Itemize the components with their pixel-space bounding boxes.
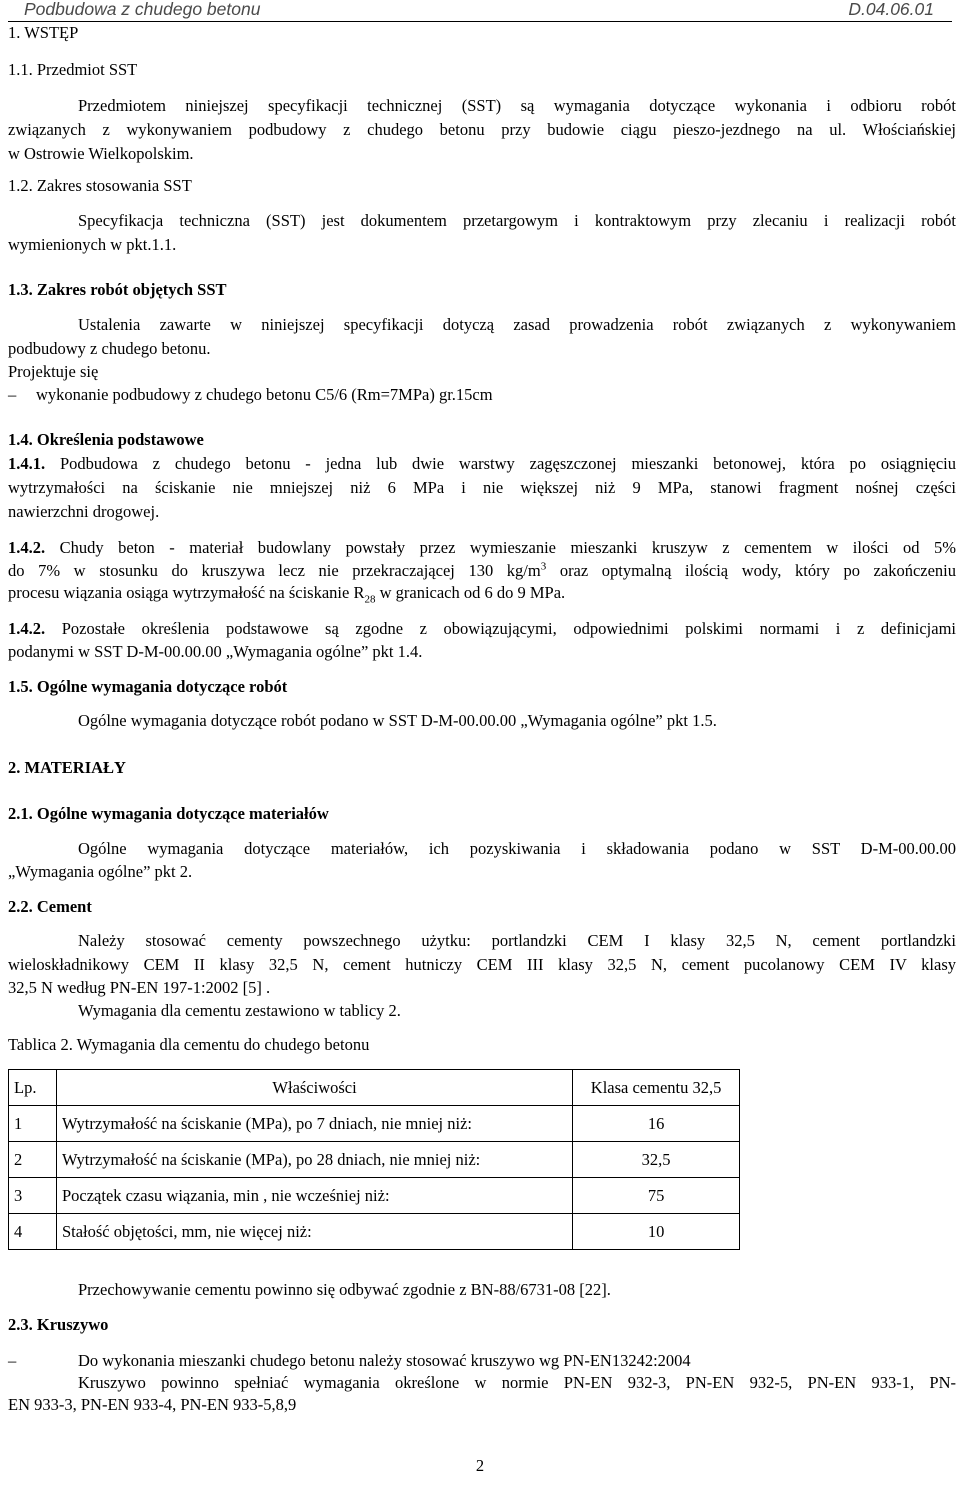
heading-1-3: 1.3. Zakres robót objętych SST (8, 280, 227, 299)
paragraph-2-2-line2: wieloskładnikowy CEM II klasy 32,5 N, cement hutniczy CEM III klasy 32,5 N, cement pucolanowy CEM IV klasy (8, 955, 956, 974)
paragraph-1-2-line1: Specyfikacja techniczna (SST) jest dokumentem przetargowym i kontraktowym przy zlecaniu i realizacji robót (78, 211, 956, 230)
section-heading-2: 2. MATERIAŁY (8, 758, 126, 777)
heading-1-5: 1.5. Ogólne wymagania dotyczące robót (8, 677, 288, 696)
definition-text: Chudy beton - materiał budowlany powstały przez wymieszanie mieszanki kruszyw z cementem w ilości od 5% (59, 538, 957, 557)
table-header-cell: Lp. (9, 1070, 57, 1106)
paragraph-1-1-line3: w Ostrowie Wielkopolskim. (8, 144, 194, 163)
header-title: Podbudowa z chudego betonu (24, 0, 261, 19)
heading-2-2: 2.2. Cement (8, 897, 92, 916)
page-number: 2 (475, 1456, 485, 1475)
heading-2-1: 2.1. Ogólne wymagania dotyczące materiałów (8, 804, 329, 823)
subscript: 28 (364, 593, 376, 606)
definition-number: 1.4.2. (8, 538, 46, 557)
definition-1-4-2-line2 (8, 561, 956, 581)
dash-icon: – (8, 1351, 17, 1370)
definition-1-4-1-line3: nawierzchni drogowej. (8, 502, 160, 521)
paragraph-1-3-line2: podbudowy z chudego betonu. (8, 339, 211, 358)
table-row (9, 1106, 740, 1142)
paragraph-1-3-line1: Ustalenia zawarte w niniejszej specyfikacji dotyczą zasad prowadzenia robót związanych z wykonywaniem (78, 315, 956, 334)
table-cell: 3 (9, 1178, 57, 1214)
table-cell: Stałość objętości, mm, nie więcej niż: (56, 1214, 572, 1250)
text-part: w granicach od 6 do 9 MPa. (375, 583, 566, 602)
paragraph-1-3-line3: Projektuje się (8, 362, 99, 381)
page-header (8, 0, 952, 22)
paragraph-2-2-line3: 32,5 N według PN-EN 197-1:2002 [5] . (8, 978, 271, 997)
table-header-cell: Klasa cementu 32,5 (573, 1070, 740, 1106)
table-header-cell: Właściwości (56, 1070, 572, 1106)
bullet-text: wykonanie podbudowy z chudego betonu C5/6 (Rm=7MPa) gr.15cm (36, 385, 493, 404)
table-cell: 2 (9, 1142, 57, 1178)
table-cell: 32,5 (573, 1142, 740, 1178)
definition-1-4-3-line2: podanymi w SST D-M-00.00.00 „Wymagania ogólne” pkt 1.4. (8, 642, 423, 661)
storage-note: Przechowywanie cementu powinno się odbywać zgodnie z BN-88/6731-08 [22]. (78, 1280, 611, 1299)
table-row (9, 1142, 740, 1178)
paragraph-2-3-line2: EN 933-3, PN-EN 933-4, PN-EN 933-5,8,9 (8, 1395, 297, 1414)
heading-1-1: 1.1. Przedmiot SST (8, 60, 138, 79)
paragraph-1-5: Ogólne wymagania dotyczące robót podano w SST D-M-00.00.00 „Wymagania ogólne” pkt 1.5. (78, 711, 717, 730)
bullet-item (8, 385, 16, 405)
heading-1-2: 1.2. Zakres stosowania SST (8, 176, 192, 195)
superscript: 3 (540, 560, 547, 573)
text-part: do 7% w stosunku do kruszywa lecz nie przekraczającej 130 kg/m (8, 561, 541, 580)
definition-1-4-2-line3 (8, 583, 566, 606)
paragraph-1-1-line1: Przedmiotem niniejszej specyfikacji technicznej (SST) są wymagania dotyczące wykonania i odbioru robót (78, 96, 956, 115)
table-caption: Tablica 2. Wymagania dla cementu do chudego betonu (8, 1035, 370, 1054)
definition-number: 1.4.1. (8, 454, 46, 473)
table-cell: 1 (9, 1106, 57, 1142)
text-part: procesu wiązania osiąga wytrzymałość na ściskanie R (8, 583, 365, 602)
definition-1-4-1-line2: wytrzymałości na ściskanie nie mniejszej niż 6 MPa i nie większej niż 9 MPa, stanowi fragment nośnej części (8, 478, 956, 497)
paragraph-1-1-line2: związanych z wykonywaniem podbudowy z chudego betonu przy budowie ciągu pieszo-jezdnego na ul. Włościańskiej (8, 120, 956, 139)
table-header-row (9, 1070, 740, 1106)
bullet-item (8, 1351, 16, 1371)
paragraph-2-1-line2: „Wymagania ogólne” pkt 2. (8, 862, 193, 881)
cement-requirements-table (8, 1069, 740, 1250)
table-cell: 75 (573, 1178, 740, 1214)
definition-1-4-1-line1 (8, 454, 956, 474)
paragraph-2-3-line1: Kruszywo powinno spełniać wymagania określone w normie PN-EN 932-3, PN-EN 932-5, PN-EN 933-1, PN- (78, 1373, 956, 1392)
heading-1-4: 1.4. Określenia podstawowe (8, 430, 204, 449)
paragraph-2-2-line1: Należy stosować cementy powszechnego użytku: portlandzki CEM I klasy 32,5 N, cement portlandzki (78, 931, 956, 950)
definition-1-4-2-line1 (8, 538, 956, 558)
definition-text: Pozostałe określenia podstawowe są zgodne z obowiązującymi, odpowiednimi polskimi normami i z definicjami (61, 619, 956, 638)
dash-icon: – (8, 385, 17, 404)
header-code: D.04.06.01 (848, 0, 934, 19)
definition-1-4-3-line1 (8, 619, 956, 639)
table-cell: Wytrzymałość na ściskanie (MPa), po 7 dniach, nie mniej niż: (56, 1106, 572, 1142)
text-part: oraz optymalną ilością wody, który po zakończeniu (546, 561, 956, 580)
definition-text: Podbudowa z chudego betonu - jedna lub dwie warstwy zagęszczonej mieszanki betonowej, która po osiągnięciu (59, 454, 957, 473)
paragraph-2-2-line4: Wymagania dla cementu zestawiono w tablicy 2. (78, 1001, 401, 1020)
table-cell: 16 (573, 1106, 740, 1142)
section-heading-1: 1. WSTĘP (8, 23, 79, 42)
bullet-text: Do wykonania mieszanki chudego betonu należy stosować kruszywo wg PN-EN13242:2004 (78, 1351, 691, 1370)
heading-2-3: 2.3. Kruszywo (8, 1315, 109, 1334)
definition-number: 1.4.2. (8, 619, 46, 638)
table-cell: Wytrzymałość na ściskanie (MPa), po 28 dniach, nie mniej niż: (56, 1142, 572, 1178)
table-cell: 4 (9, 1214, 57, 1250)
paragraph-2-1-line1: Ogólne wymagania dotyczące materiałów, ich pozyskiwania i składowania podano w SST D-M-00.00.00 (78, 839, 956, 858)
table-row (9, 1178, 740, 1214)
table-cell: Początek czasu wiązania, min , nie wcześniej niż: (56, 1178, 572, 1214)
table-cell: 10 (573, 1214, 740, 1250)
table-row (9, 1214, 740, 1250)
paragraph-1-2-line2: wymienionych w pkt.1.1. (8, 235, 177, 254)
